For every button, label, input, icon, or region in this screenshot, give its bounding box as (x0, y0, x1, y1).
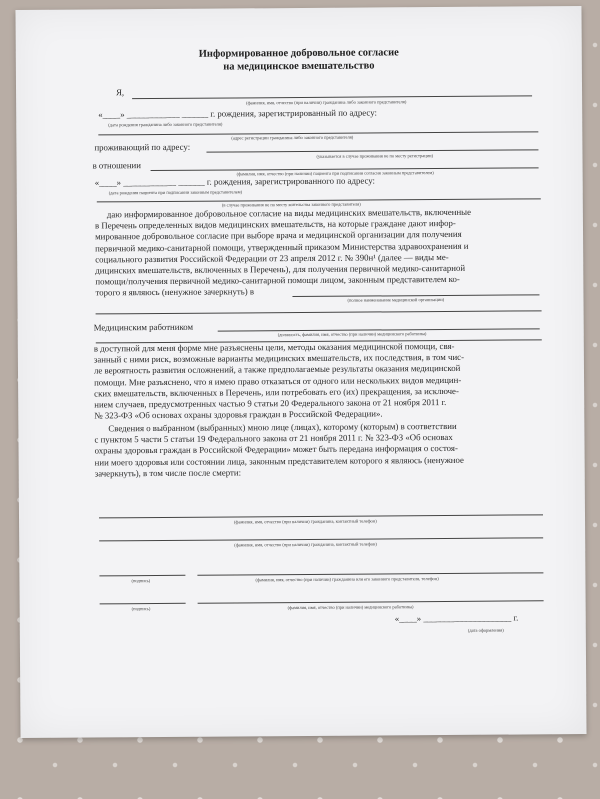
consent-line: даю информированное добровольное согласие на виды медицинских вмешательств, включенные (106, 206, 471, 220)
signer-name-caption-1: (фамилия, имя, отчество (при наличии) гражданина или его законного представителя, телефон) (255, 576, 439, 583)
relation-label: в отношении (92, 160, 141, 171)
date-text: «____» ____________________ г. (394, 612, 519, 624)
birth-date-caption: (дата рождения гражданина либо законного представителя) (108, 121, 223, 128)
signer-name-line-2 (198, 600, 544, 603)
information-paragraph (94, 421, 464, 480)
consent-line: дицинских вмешательств, включенных в Перечень), для получения первичной медико-санитарной (95, 262, 466, 276)
consent-line: первичной медико-санитарной помощи, утвержденный приказом Министерства здравоохранения и (95, 240, 469, 254)
explanation-line: в доступной для меня форме мне разъяснены цели, методы оказания медицинской помощи, свя- (93, 340, 455, 354)
explanation-line: помощи. Мне разъяснено, что я имею право отказаться от одного или нескольких видов медицин- (94, 374, 462, 388)
birth-date-text: «____» ____________ ______ г. рождения, зарегистрированный по адресу: (98, 107, 377, 120)
contact-caption-2: (фамилия, имя, отчество (при наличии) гражданина, контактный телефон) (234, 541, 377, 548)
patient-name-caption: (фамилия, имя, отчество (при наличии) гражданина либо законного представителя) (246, 99, 407, 106)
ya-label: Я, (116, 87, 125, 98)
signer-name-caption-2: (фамилия, имя, отчество (при наличии) медицинского работника) (287, 604, 414, 611)
explanation-line: нием случаев, предусмотренных частью 9 статьи 20 Федерального закона от 21 ноября 2011 г. (94, 397, 447, 410)
explanation-line: № 323-ФЗ «Об основах охраны здоровья граждан в Российской Федерации». (94, 408, 383, 421)
birth2-date-caption: (дата рождения пациента при подписании законным представителем) (108, 189, 243, 196)
contact-line-2 (99, 537, 543, 541)
organization-caption: (полное наименование медицинской организации) (347, 296, 445, 303)
patient-name-line (132, 95, 532, 99)
explanation-line: занный с ними риск, возможные варианты медицинских вмешательств, их последствия, в том чис- (93, 352, 465, 365)
medical-worker-caption: (должность, фамилия, имя, отчество (при наличии) медицинского работника) (277, 331, 427, 338)
medical-worker-label: Медицинским работником (93, 321, 194, 333)
form-title-line2: на медицинское вмешательство (223, 60, 375, 73)
signature-line-1 (99, 575, 185, 577)
date-caption: (дата оформления) (467, 627, 504, 633)
signature-line-2 (100, 603, 186, 605)
explanation-paragraph (94, 341, 465, 422)
information-line: нии моего здоровья или состоянии лица, законным представителем которого я являюсь (ненужное (94, 454, 464, 468)
information-line: зачеркнуть), в том числе после смерти: (94, 467, 242, 479)
information-line: охраны здоровья граждан в Российской Федерации» может быть передана информация о состоя- (94, 443, 458, 456)
signature-caption-1: (подпись) (131, 578, 151, 584)
living-address-caption: (указывается в случае проживания не по месту регистрации) (316, 153, 434, 159)
birth2-date-text: «____» ____________ ______ г. рождения, зарегистрированного по адресу: (94, 175, 375, 188)
residence2-caption: (в случае проживания не по месту жительства законного представителя) (221, 201, 361, 208)
consent-line: мированное добровольное согласие при выборе врача и медицинской организации для получения (95, 229, 462, 242)
signature-caption-2: (подпись) (131, 606, 151, 612)
contact-caption-1: (фамилия, имя, отчество (при наличии) гражданина, контактный телефон) (234, 518, 377, 525)
living-address-line (206, 149, 538, 152)
consent-line: в Перечень определенных видов медицинских вмешательств, на которые граждане дают инфор- (94, 218, 456, 231)
consent-form-sheet (15, 6, 586, 738)
contact-line-1 (99, 514, 543, 518)
information-line: с пунктом 5 части 5 статьи 19 Федерального закона от 21 ноября 2011 г. № 323-ФЗ «Об основах (94, 432, 453, 445)
organization-line-2 (96, 310, 542, 314)
information-line: Сведения о выбранном (выбранных) мною лице (лицах), которому (которым) в соответствии (108, 420, 457, 434)
consent-paragraph (95, 207, 472, 299)
consent-line: помощи/получения первичной медико-санитарной помощи лицом, законным представителем ко- (95, 274, 460, 287)
living-address-label: проживающий по адресу: (94, 141, 191, 153)
relation-caption: (фамилия, имя, отчество (при наличии) пациента при подписании согласия законным представителем) (236, 170, 434, 177)
consent-line: социального развития Российской Федерации от 23 апреля 2012 г. № 390н¹ (далее — виды ме- (95, 251, 449, 265)
registration-caption: (адрес регистрации гражданина либо законного представителя) (231, 134, 354, 141)
explanation-line: ских вмешательств, включенных в Перечень, или потребовать его (их) прекращения, за исключе- (94, 385, 459, 399)
consent-line: торого я являюсь (ненужное зачеркнуть) в (95, 286, 255, 298)
explanation-line: ле вероятность развития осложнений, а также предполагаемые результаты оказания медицинской (93, 363, 461, 376)
form-title-line1: Информированное добровольное согласие (198, 47, 399, 60)
signer-name-line-1 (197, 572, 543, 575)
